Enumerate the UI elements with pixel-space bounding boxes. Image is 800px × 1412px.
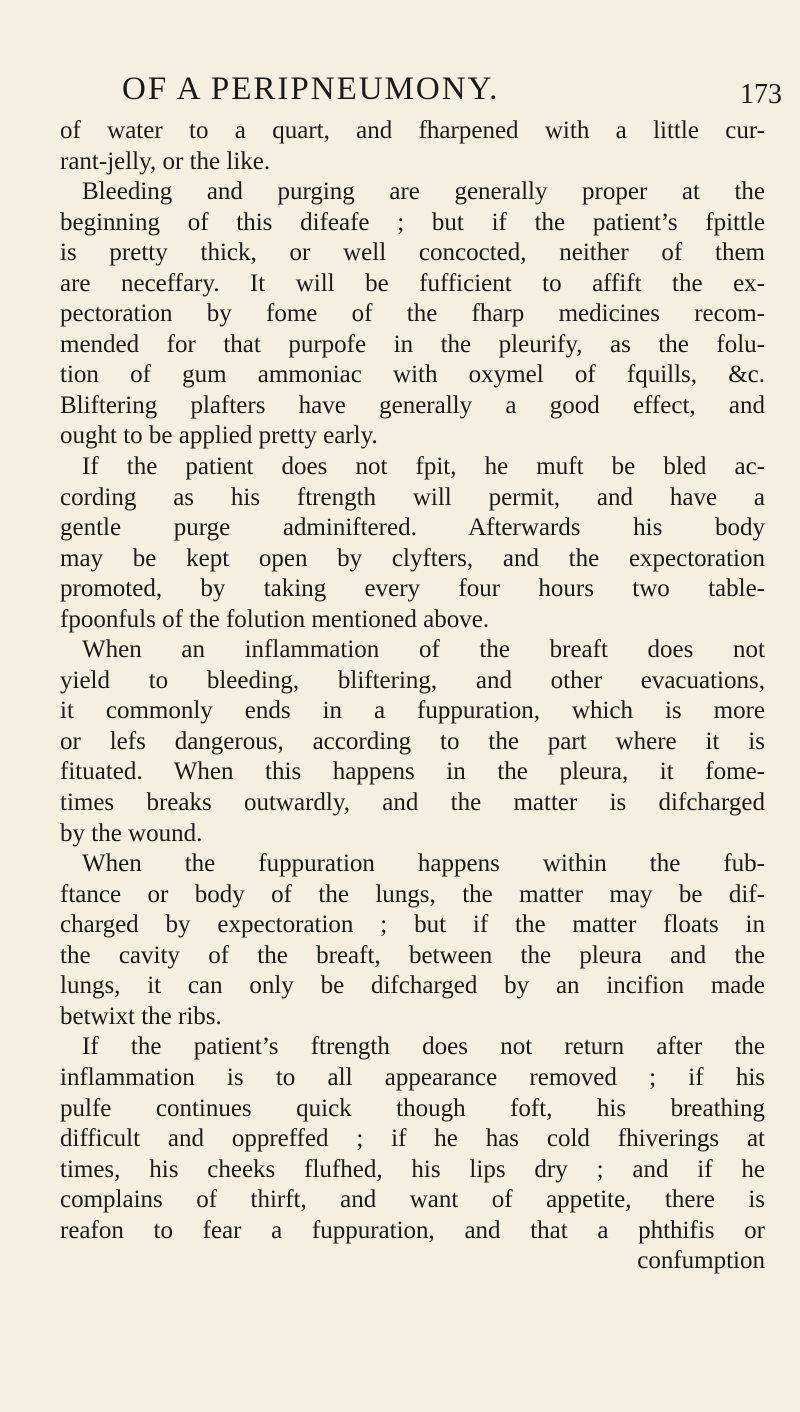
text-line: mended for that purpofe in the pleurify, as the folu-: [60, 330, 765, 358]
body-text: [60, 116, 765, 1277]
text-line: pectoration by fome of the fharp medicines recom-: [60, 300, 765, 328]
text-line: When the fuppuration happens within the fub-: [82, 850, 765, 878]
running-head: [122, 66, 782, 112]
text-line: rant-jelly, or the like.: [60, 147, 271, 175]
text-line: When an inflammation of the breaft does not: [82, 636, 765, 664]
running-title: OF A PERIPNEUMONY.: [122, 71, 500, 107]
text-line: betwixt the ribs.: [60, 1002, 222, 1030]
text-line: of water to a quart, and fharpened with a little cur-: [60, 117, 765, 144]
text-line: yield to bleeding, bliftering, and other evacuations,: [60, 666, 765, 694]
text-line: If the patient’s ftrength does not return after the: [82, 1033, 765, 1061]
text-line: the cavity of the breaft, between the pleura and the: [60, 941, 765, 969]
text-line: promoted, by taking every four hours two table-: [60, 575, 765, 603]
text-line: or lefs dangerous, according to the part where it is: [60, 727, 765, 755]
text-line: inflammation is to all appearance removed ; if his: [60, 1063, 765, 1091]
text-line: lungs, it can only be difcharged by an incifion made: [60, 972, 765, 1000]
text-line: reafon to fear a fuppuration, and that a phthifis or: [60, 1216, 765, 1244]
text-line: times breaks outwardly, and the matter is difcharged: [60, 789, 765, 817]
text-line: are neceffary. It will be fufficient to affift the ex-: [60, 269, 765, 297]
text-line: If the patient does not fpit, he muft be bled ac-: [82, 453, 765, 481]
text-line: difficult and oppreffed ; if he has cold fhiverings at: [60, 1125, 765, 1153]
text-line: ftance or body of the lungs, the matter may be dif-: [60, 880, 765, 908]
text-line: pulfe continues quick though foft, his breathing: [60, 1094, 765, 1122]
text-line: cording as his ftrength will permit, and have a: [60, 483, 765, 511]
text-line: may be kept open by clyfters, and the expectoration: [60, 544, 765, 572]
text-line: charged by expectoration ; but if the matter floats in: [60, 911, 765, 939]
text-line: is pretty thick, or well concocted, neither of them: [60, 239, 765, 267]
text-line: Bliftering plafters have generally a good effect, and: [60, 391, 765, 419]
text-line: Bleeding and purging are generally proper at the: [82, 178, 765, 206]
text-line: tion of gum ammoniac with oxymel of fquills, &c.: [60, 361, 765, 389]
catchword: confumption: [637, 1247, 765, 1275]
text-line: it commonly ends in a fuppuration, which is more: [60, 697, 765, 725]
text-line: fituated. When this happens in the pleura, it fome-: [60, 758, 765, 786]
page-number: 173: [740, 79, 782, 110]
text-line: beginning of this difeafe ; but if the patient’s fpittle: [60, 208, 765, 236]
text-line: times, his cheeks flufhed, his lips dry ; and if he: [60, 1155, 765, 1183]
text-line: gentle purge adminiftered. Afterwards his body: [60, 514, 765, 542]
text-line: complains of thirft, and want of appetite, there is: [60, 1186, 765, 1214]
text-line: ought to be applied pretty early.: [60, 422, 378, 450]
text-line: by the wound.: [60, 819, 203, 847]
text-line: fpoonfuls of the folution mentioned above.: [60, 605, 490, 633]
